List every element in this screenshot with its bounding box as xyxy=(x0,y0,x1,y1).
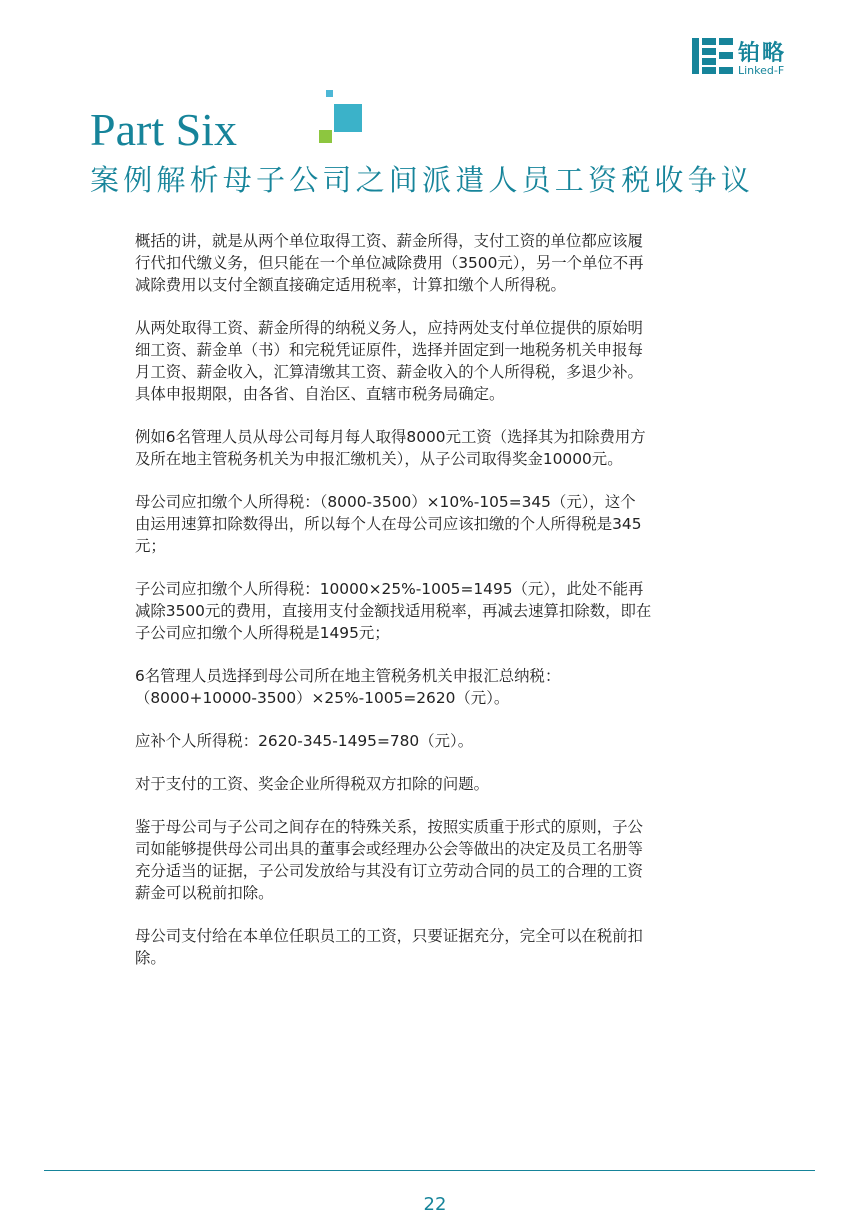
logo-chinese-name: 铂略 xyxy=(738,41,787,66)
decorative-square-blue xyxy=(334,104,362,132)
paragraph-summary: 概括的讲，就是从两个单位取得工资、薪金所得，支付工资的单位都应该履 行代扣代缴义务，但只能在一个单位减除费用（3500元），另一个单位不再 减除费用以支付全额直接确定适用税率，计算扣缴个人所得税。 xyxy=(135,232,644,294)
body-content xyxy=(135,230,720,990)
section-title: Part Six xyxy=(90,104,237,155)
paragraph-two-sources: 从两处取得工资、薪金所得的纳税义务人，应持两处支付单位提供的原始明 细工资、薪金单（书）和完税凭证原件，选择并固定到一地税务机关申报每 月工资、薪金收入，汇算清缴其工资、薪金收入的个人所得税，多退少补。 具体申报期限，由各省、自治区、直辖市税务局确定。 xyxy=(135,319,643,403)
paragraph-supplementary-tax: 应补个人所得税：2620-345-1495=780（元）。 xyxy=(135,732,474,750)
logo-english-name: Linked-F xyxy=(738,64,785,77)
decorative-square-small xyxy=(326,90,333,97)
paragraph-example: 例如6名管理人员从母公司每月每人取得8000元工资（选择其为扣除费用方 及所在地主管税务机关为申报汇缴机关），从子公司取得奖金10000元。 xyxy=(135,428,646,468)
paragraph-special-relationship: 鉴于母公司与子公司之间存在的特殊关系，按照实质重于形式的原则，子公 司如能够提供母公司出具的董事会或经理办公会等做出的决定及员工名册等 充分适当的证据，子公司发放给与其没有订立劳动合同的员工的合理的工资 薪金可以税前扣除。 xyxy=(135,818,643,902)
logo-mark-icon xyxy=(692,38,734,74)
paragraph-subsidiary-tax: 子公司应扣缴个人所得税：10000×25%-1005=1495（元），此处不能再 减除3500元的费用，直接用支付金额找适用税率，再减去速算扣除数，即在 子公司应扣缴个人所得税是1495元； xyxy=(135,580,652,642)
page-number: 22 xyxy=(423,1194,447,1215)
paragraph-deduction-issue: 对于支付的工资、奖金企业所得税双方扣除的问题。 xyxy=(135,775,489,793)
paragraph-parent-tax: 母公司应扣缴个人所得税：（8000-3500）×10%-105=345（元），这个 由运用速算扣除数得出，所以每个人在母公司应该扣缴的个人所得税是345 元； xyxy=(135,493,642,555)
paragraph-combined-tax: 6名管理人员选择到母公司所在地主管税务机关申报汇总纳税： （8000+10000-3500）×25%-1005=2620（元）。 xyxy=(135,667,561,707)
paragraph-parent-payment: 母公司支付给在本单位任职员工的工资，只要证据充分，完全可以在税前扣 除。 xyxy=(135,927,643,967)
section-subtitle: 案例解析母子公司之间派遣人员工资税收争议 xyxy=(90,163,755,197)
brand-logo xyxy=(692,36,812,76)
decorative-square-green xyxy=(319,130,332,143)
footer-divider xyxy=(44,1170,815,1171)
